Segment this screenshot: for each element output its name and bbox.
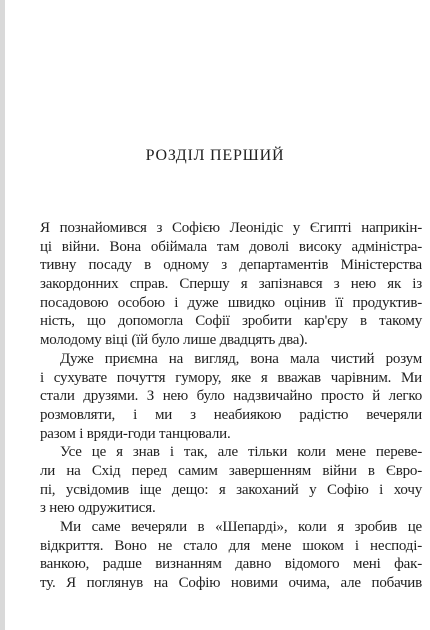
text-line: Я познайомився з Софією Леонідіс у Єгипті наприкін-: [40, 220, 422, 236]
text-line: розмовляти, і ми з неабиякою радістю вечеряли: [40, 406, 422, 423]
text-body: [40, 219, 422, 593]
text-line: ванкою, радше визнанням давно відомого мені фак-: [40, 556, 422, 573]
text-line: молодому віці (їй було лише двадцять два).: [40, 332, 308, 349]
chapter-title: РОЗДІЛ ПЕРШИЙ: [145, 147, 285, 164]
text-line: ці війни. Вона обіймала там доволі високу адміністра-: [40, 238, 422, 255]
text-line: відкриття. Воно не стало для мене шоком і несподі-: [40, 537, 422, 554]
text-line: посадовою особою і дуже швидко оцінив її продуктив-: [40, 294, 422, 311]
text-line: ли на Схід перед самим завершенням війни в Євро-: [40, 462, 422, 479]
text-line: і сухувате почуття гумору, яке я вважав чарівним. Ми: [40, 369, 422, 386]
text-line: пі, усвідомив іще дещо: я закоханий у Софію і хочу: [40, 481, 422, 498]
text-line: Ми саме вечеряли в «Шепарді», коли я зробив це: [60, 519, 422, 535]
text-line: разом і вряди-годи танцювали.: [40, 425, 231, 442]
text-line: тивну посаду в одному з департаментів Міністерства: [40, 257, 422, 274]
text-line: Усе це я знав і так, але тільки коли мене переве-: [60, 444, 422, 461]
text-line: ність, що допомогла Софії зробити кар'єру в такому: [40, 313, 422, 330]
text-line: закордонних справ. Спершу я запізнався з нею як із: [40, 276, 422, 293]
text-line: з нею одружитися.: [40, 500, 156, 517]
text-line: ту. Я поглянув на Софію новими очима, але побачив: [40, 575, 422, 592]
page-edge-shadow: [0, 0, 5, 630]
text-line: Дуже приємна на вигляд, вона мала чистий розум: [60, 350, 422, 367]
text-line: стали друзями. З нею було надзвичайно просто й легко: [40, 388, 422, 405]
